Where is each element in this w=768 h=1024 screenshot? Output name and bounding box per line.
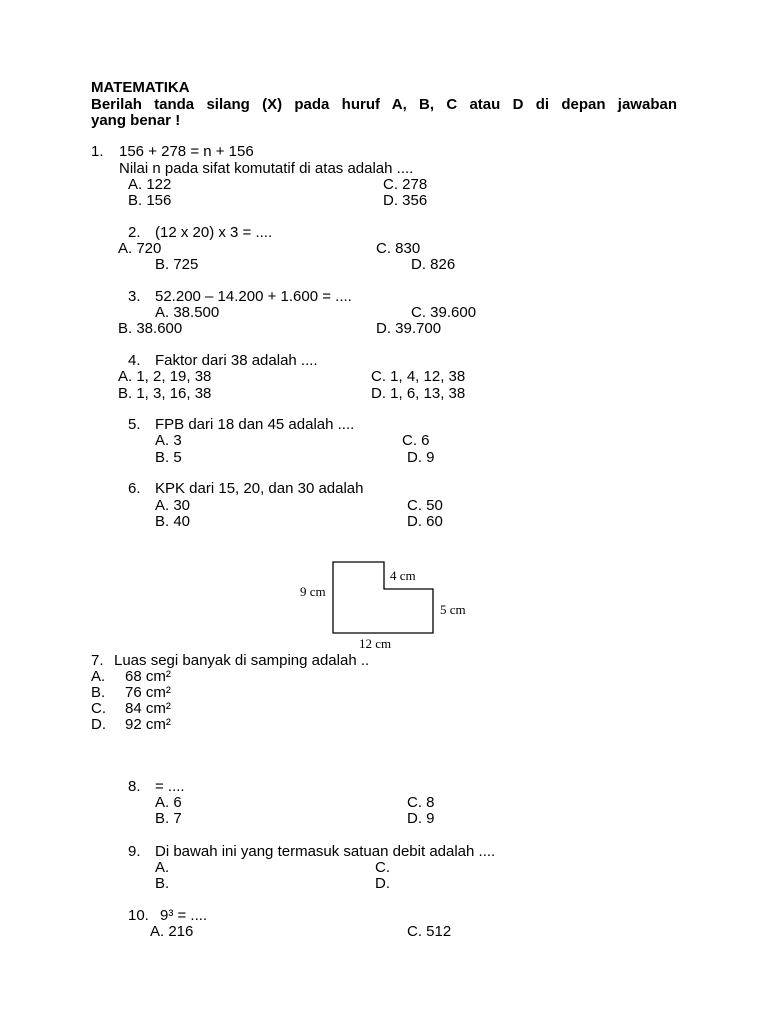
label-left: 9 cm [300, 584, 326, 599]
option-c[interactable]: C. [375, 859, 390, 876]
option-letter: D. [91, 716, 106, 733]
question-text: = .... [155, 778, 185, 795]
question-text: 52.200 – 14.200 + 1.600 = .... [155, 288, 352, 305]
option-c[interactable]: C. 50 [407, 497, 443, 514]
option-d[interactable]: D. 1, 6, 13, 38 [371, 385, 466, 402]
question-number: 8. [128, 778, 141, 795]
option-d[interactable]: D. [375, 875, 390, 892]
option-d[interactable]: D. 39.700 [376, 320, 442, 337]
question-text: Nilai n pada sifat komutatif di atas adalah .... [119, 160, 414, 177]
option-a[interactable]: A. 216 [150, 923, 194, 940]
option-letter: A. [91, 668, 106, 685]
option-b[interactable]: 76 cm² [125, 684, 171, 701]
question-text: Faktor dari 38 adalah .... [155, 352, 318, 369]
question-text: 156 + 278 = n + 156 [119, 143, 254, 160]
label-bottom: 12 cm [359, 636, 392, 651]
option-c[interactable]: 84 cm² [125, 700, 171, 717]
option-d[interactable]: D. 60 [407, 513, 443, 530]
option-c[interactable]: C. 830 [376, 240, 421, 257]
option-b[interactable]: B. 40 [155, 513, 191, 530]
question-text: FPB dari 18 dan 45 adalah .... [155, 416, 355, 433]
label-right: 5 cm [440, 602, 466, 617]
question-text: Di bawah ini yang termasuk satuan debit adalah .... [155, 843, 496, 860]
option-b[interactable]: B. 7 [155, 810, 182, 827]
option-c[interactable]: C. 278 [383, 176, 428, 193]
option-c[interactable]: C. 1, 4, 12, 38 [371, 368, 466, 385]
question-number: 3. [128, 288, 141, 305]
question-number: 9. [128, 843, 141, 860]
option-b[interactable]: B. 1, 3, 16, 38 [118, 385, 212, 402]
option-letter: B. [91, 684, 106, 701]
option-d[interactable]: 92 cm² [125, 716, 171, 733]
option-a[interactable]: A. 1, 2, 19, 38 [118, 368, 212, 385]
option-b[interactable]: B. [155, 875, 170, 892]
question-number: 7. [91, 652, 104, 669]
option-a[interactable]: A. 38.500 [155, 304, 220, 321]
question-number: 6. [128, 480, 141, 497]
option-c[interactable]: C. 6 [402, 432, 430, 449]
question-text: KPK dari 15, 20, dan 30 adalah [155, 480, 364, 497]
option-a[interactable]: A. 720 [118, 240, 162, 257]
option-c[interactable]: C. 39.600 [411, 304, 477, 321]
question-number: 2. [128, 224, 141, 241]
question-text: 9³ = .... [160, 907, 208, 924]
l-shape-figure [295, 555, 485, 655]
option-a[interactable]: 68 cm² [125, 668, 171, 685]
option-c[interactable]: C. 512 [407, 923, 452, 940]
instruction-line-2: yang benar ! [91, 112, 181, 129]
option-b[interactable]: B. 38.600 [118, 320, 183, 337]
option-d[interactable]: D. 9 [407, 810, 435, 827]
option-a[interactable]: A. 30 [155, 497, 191, 514]
l-shape-outline [333, 562, 433, 633]
option-b[interactable]: B. 156 [128, 192, 172, 209]
option-b[interactable]: B. 725 [155, 256, 199, 273]
question-text: (12 x 20) x 3 = .... [155, 224, 273, 241]
question-number: 5. [128, 416, 141, 433]
option-a[interactable]: A. 122 [128, 176, 172, 193]
option-a[interactable]: A. 3 [155, 432, 182, 449]
option-c[interactable]: C. 8 [407, 794, 435, 811]
question-number: 4. [128, 352, 141, 369]
label-top: 4 cm [390, 568, 416, 583]
option-letter: C. [91, 700, 106, 717]
option-d[interactable]: D. 356 [383, 192, 428, 209]
option-b[interactable]: B. 5 [155, 449, 182, 466]
question-number: 1. [91, 143, 104, 160]
option-d[interactable]: D. 826 [411, 256, 456, 273]
instruction-line-1: Berilah tanda silang (X) pada huruf A, B, C atau D di depan jawaban [91, 96, 677, 113]
option-a[interactable]: A. [155, 859, 170, 876]
question-text: Luas segi banyak di samping adalah .. [114, 652, 370, 669]
option-d[interactable]: D. 9 [407, 449, 435, 466]
subject-title: MATEMATIKA [91, 79, 190, 96]
option-a[interactable]: A. 6 [155, 794, 182, 811]
question-number: 10. [128, 907, 149, 924]
